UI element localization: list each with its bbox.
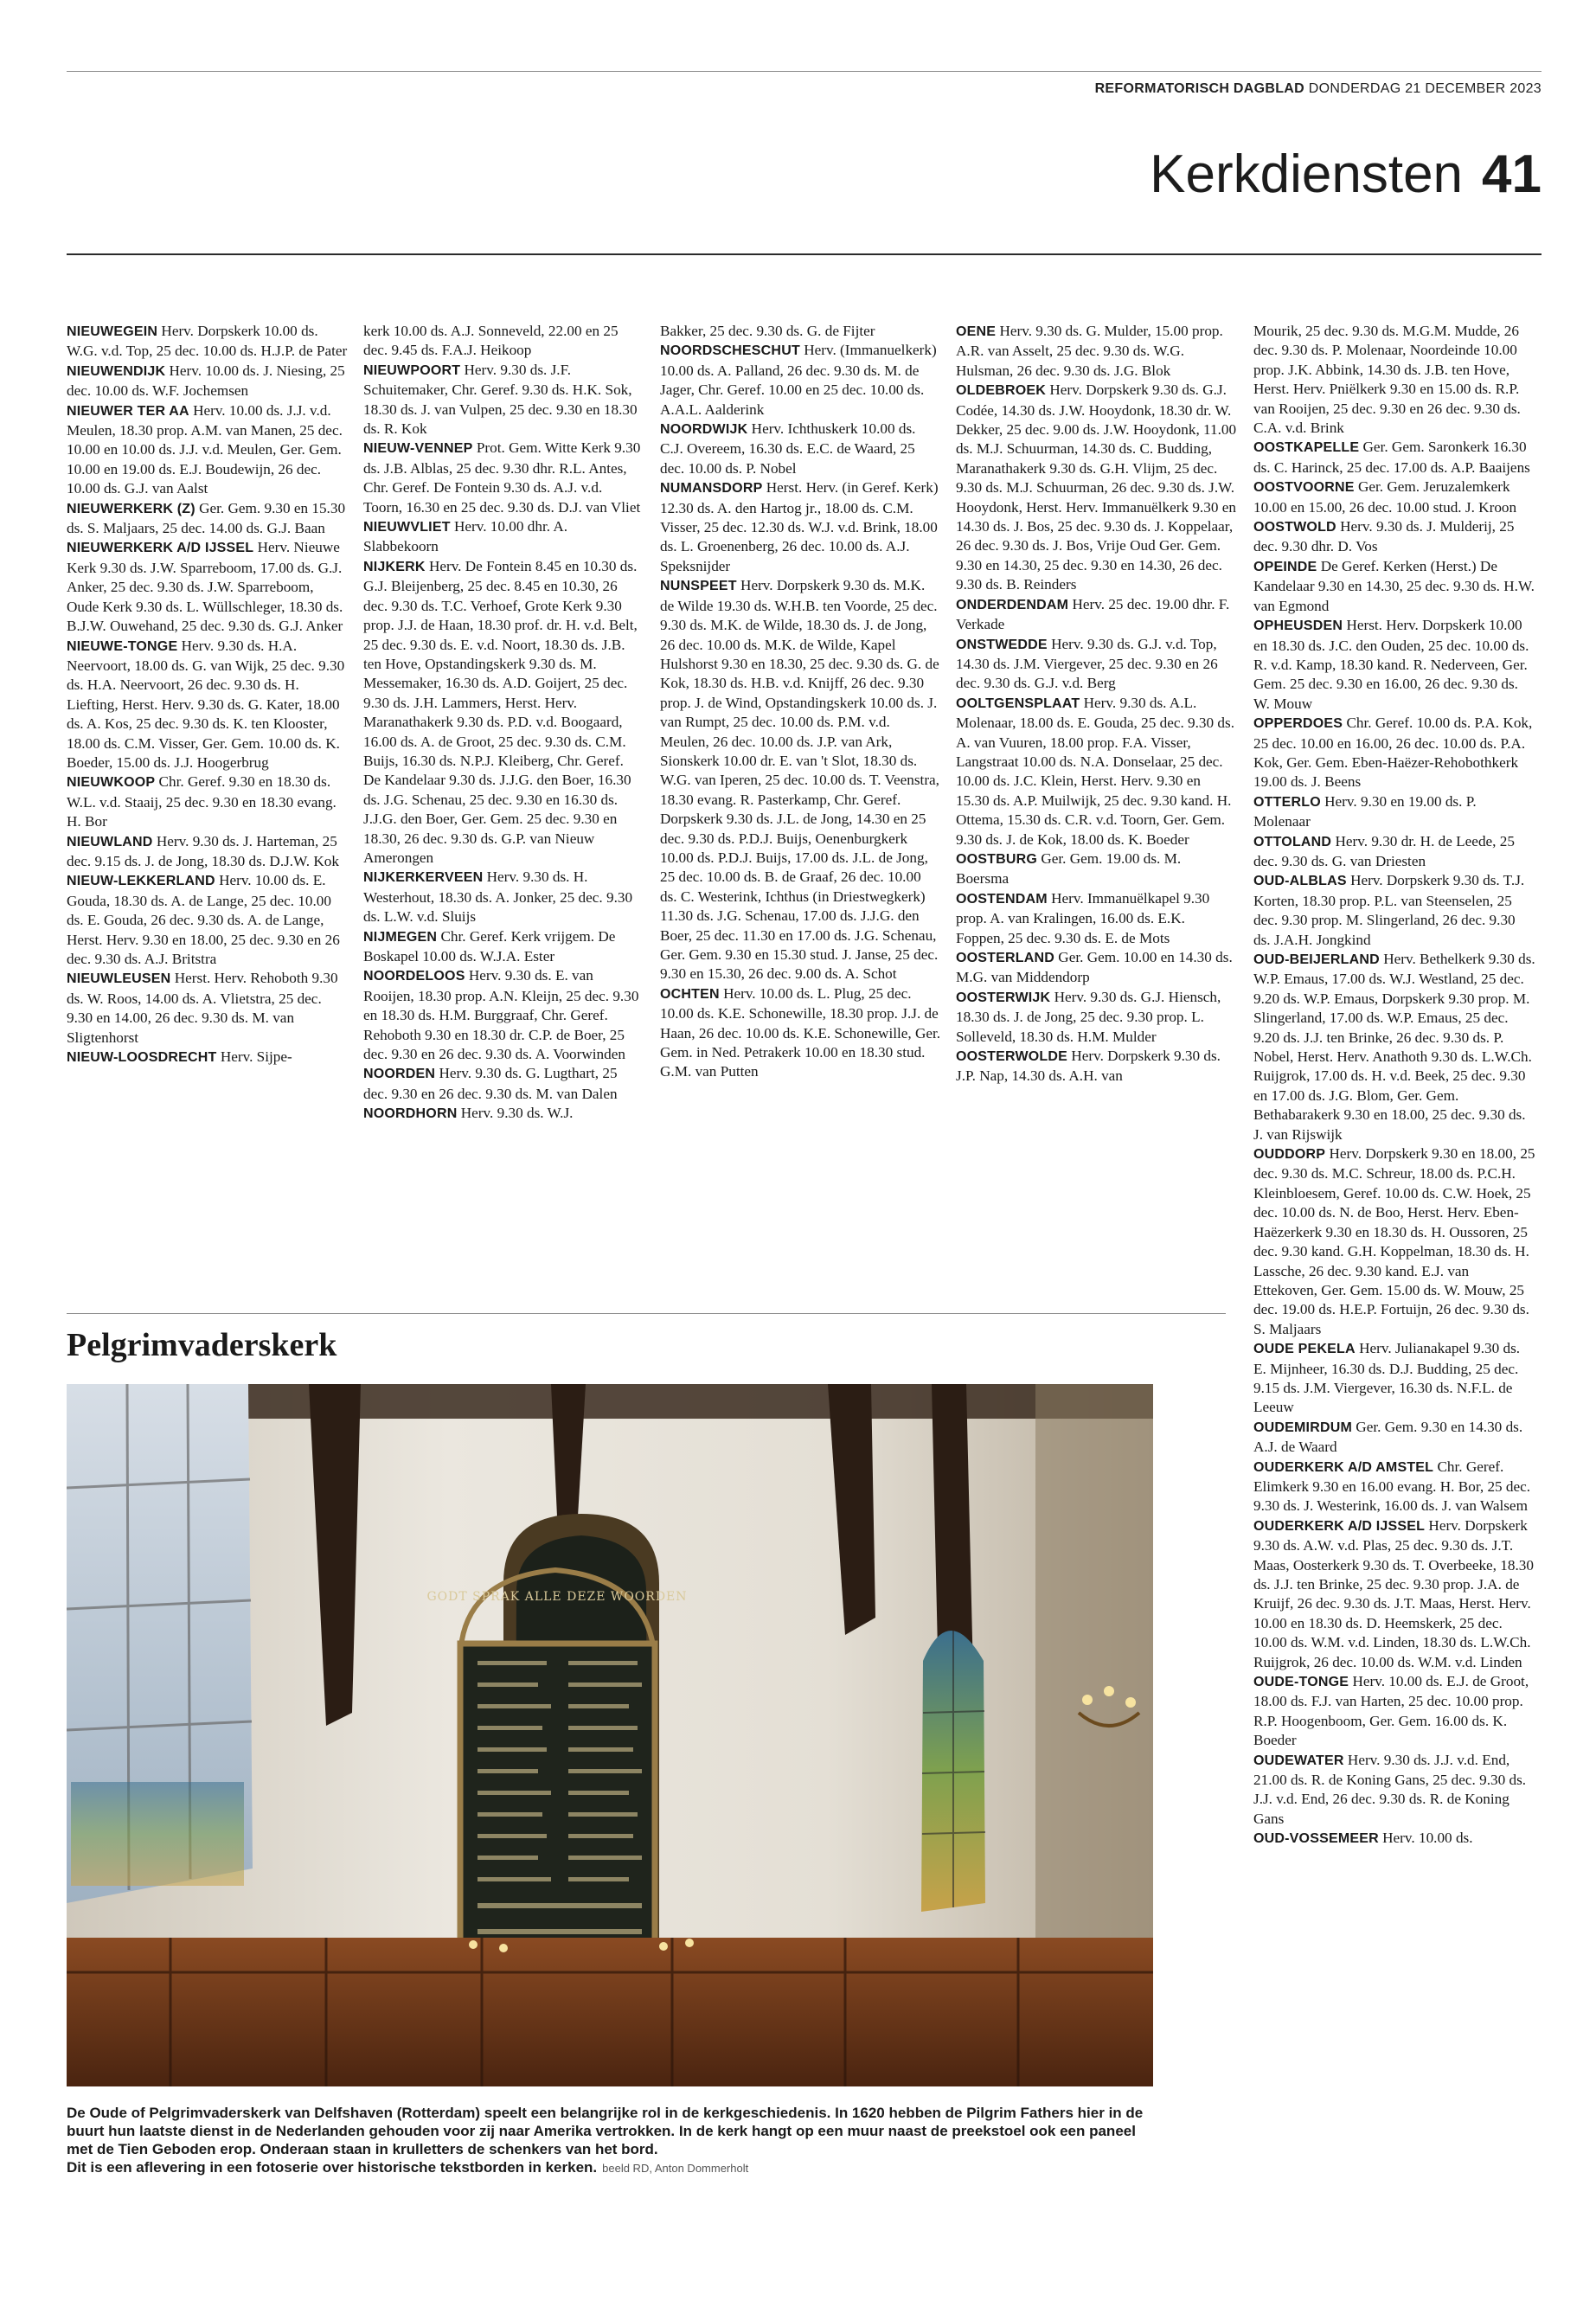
listing-details: Herv. 9.30 ds. W.J. [460, 1105, 574, 1122]
listing-place: OOSTENDAM [956, 891, 1048, 907]
service-listing [1253, 950, 1535, 1144]
listing-details: Herv. 9.30 ds. J.F. Schuitemaker, Chr. Geref. 9.30 ds. H.K. Sok, 18.30 ds. J. van Vulpen, 25 dec. 9.30 en 18.30 ds. R. Kok [363, 361, 638, 438]
page-number: 41 [1482, 144, 1542, 204]
service-listing [67, 499, 348, 539]
service-listing [1253, 1144, 1535, 1339]
listing-place: OOSTBURG [956, 851, 1038, 867]
listing-place: OUDE PEKELA [1253, 1342, 1356, 1357]
caption-text: De Oude of Pelgrimvaderskerk van Delfshaven (Rotterdam) speelt een belangrijke rol in de kerkgeschiedenis. In 1620 hebben de Pilgrim Fathers hier in de buurt hun laatste dienst in de Nederlanden gehouden voor zij naar Amerika vertrokken. In de kerk hangt op een muur naast de preekstoel ook een paneel met de Tien Geboden erop. Onderaan staan in krulletters de schenkers van het bord. [67, 2105, 1144, 2157]
service-listing [1253, 1339, 1535, 1418]
service-listing [363, 517, 644, 557]
listing-details: Herv. Julianakapel 9.30 ds. E. Mijnheer, 16.30 ds. D.J. Budding, 25 dec. 9.15 ds. J.M. Viergever, 16.30 ds. N.F.L. de Leeuw [1253, 1340, 1521, 1416]
service-listing [363, 1104, 644, 1124]
listing-details: Herv. 9.30 dr. H. de Leede, 25 dec. 9.30 ds. G. van Driesten [1253, 832, 1515, 869]
header-rule [67, 253, 1542, 255]
paper-name: REFORMATORISCH DAGBLAD [1094, 81, 1305, 96]
listing-column-1 [67, 322, 348, 1067]
service-listing [1253, 557, 1535, 616]
listing-details: Herv. 9.30 ds. G.J. v.d. Top, 14.30 ds. J.M. Viergever, 25 dec. 9.30 en 26 dec. 9.30 ds. G.J. v.d. Berg [956, 635, 1218, 692]
service-listing [67, 401, 348, 499]
listing-details: Herv. Immanuëlkapel 9.30 prop. A. van Kralingen, 16.00 ds. E.K. Foppen, 25 dec. 9.30 ds. E. de Mots [956, 889, 1210, 946]
feature-title: Pelgrimvaderskerk [67, 1327, 337, 1363]
service-listing [956, 1047, 1237, 1086]
listing-place: NIEUWER TER AA [67, 403, 189, 419]
service-listing [363, 361, 644, 439]
service-listing [1253, 322, 1535, 438]
listing-place: NUMANSDORP [660, 481, 763, 497]
listing-place: OOLTGENSPLAAT [956, 695, 1080, 711]
listing-details: De Geref. Kerken (Herst.) De Kandelaar 9.30 en 14.30, 25 dec. 9.30 ds. H.W. van Egmond [1253, 557, 1535, 614]
listing-place: OUDEWATER [1253, 1753, 1344, 1768]
listing-place: NIEUWEGEIN [67, 324, 158, 339]
service-listing [956, 948, 1237, 988]
listing-place: NIEUWERKERK (Z) [67, 501, 195, 516]
listing-details: Herv. 9.30 ds. J. Mulderij, 25 dec. 9.30 dhr. D. Vos [1253, 518, 1515, 555]
listing-column-5 [1253, 322, 1535, 1849]
listing-place: NIEUWENDIJK [67, 363, 166, 379]
listing-place: NOORDSCHESCHUT [660, 343, 800, 359]
photo-credit: beeld RD, Anton Dommerholt [602, 2162, 749, 2175]
service-listing [67, 362, 348, 401]
listing-place: NOORDHORN [363, 1106, 458, 1122]
listing-details: Ger. Gem. 9.30 en 14.30 ds. A.J. de Waard [1253, 1418, 1523, 1456]
listing-details: Herv. 10.00 ds. [1382, 1830, 1473, 1847]
church-photo [67, 1384, 1153, 2086]
listing-details: Herv. Dorpskerk 9.30 ds. M.K. de Wilde 19.30 ds. W.H.B. ten Voorde, 25 dec. 9.30 ds. M.K. de Wilde, 18.30 ds. J. de Jong, 26 dec. 10.00 ds. M.K. de Wilde, Kapel Hulshorst 9.30 en 18.30, 25 dec. 9.30 ds. G. de Kok, 18.30 ds. H.B. v.d. Knijff, 26 dec. 9.30 prop. J. de Wind, Opstandingskerk 10.00 ds. J. van Rumpt, 25 dec. 10.00 ds. P.M. v.d. Meulen, 26 dec. 10.00 ds. J.P. van Ark, Sionskerk 10.00 dr. E. van 't Slot, 18.30 ds. W.G. van Iperen, 25 dec. 10.00 ds. T. Veenstra, 18.30 evang. R. Pasterkamp, Chr. Geref. Dorpskerk 9.30 ds. J.L. de Jong, 14.30 en 25 dec. 9.30 ds. P.D.J. Buijs, Oenenburgkerk 10.00 ds. P.D.J. Buijs, 17.00 ds. J.L. de Jong, 25 dec. 10.00 ds. B. de Graaf, 26 dec. 10.00 ds. C. Westerink, Ichthus (in Driestwegkerk) 11.30 ds. J.G. Schenau, 17.00 ds. J.J.G. den Boer, 25 dec. 11.30 en 17.00 ds. J.G. Schenau, Ger. Gem. 9.30 en 15.30 stud. J. Janse, 25 dec. 9.30 en 15.30, 26 dec. 9.00 ds. A. Schot [660, 577, 939, 983]
listing-place: OOSTERLAND [956, 951, 1054, 965]
service-listing [363, 868, 644, 926]
listing-details: Herv. 10.00 dhr. A. Slabbekoorn [363, 518, 568, 555]
service-listing [363, 927, 644, 967]
listing-details: Ger. Gem. 10.00 en 14.30 ds. M.G. van Middendorp [956, 949, 1233, 986]
service-listing [660, 984, 941, 1082]
listing-details: Bakker, 25 dec. 9.30 ds. G. de Fijter [660, 323, 875, 339]
service-listing [1253, 478, 1535, 517]
listing-details: Herv. Dorpskerk 10.00 ds. W.G. v.d. Top, 25 dec. 10.00 ds. H.J.P. de Pater [67, 323, 348, 360]
listing-details: Herv. Nieuwe Kerk 9.30 ds. J.W. Sparreboom, 17.00 ds. G.J. Anker, 25 dec. 9.30 ds. J.W. Sparreboom, Oude Kerk 9.30 ds. L. Wüllschleger, 18.30 ds. B.J.W. Ouwehand, 25 dec. 9.30 ds. G.J. Anker [67, 539, 343, 635]
listing-details: Herv. Dorpskerk 9.30 ds. J.P. Nap, 14.30 ds. A.H. van [956, 1048, 1221, 1085]
listing-details: Prot. Gem. Witte Kerk 9.30 ds. J.B. Alblas, 25 dec. 9.30 dhr. R.L. Antes, Chr. Geref. De Fontein 9.30 ds. A.J. v.d. Toorn, 16.30 en 25 dec. 9.30 ds. D.J. van Vliet [363, 439, 641, 516]
listing-details: Herv. Dorpskerk 9.30 ds. T.J. Korten, 18.30 prop. P.L. van Steenselen, 25 dec. 9.30 prop. M. Slingerland, 26 dec. 9.30 ds. J.A.H. Jongkind [1253, 872, 1525, 948]
section-title: Kerkdiensten [1150, 144, 1464, 204]
listing-place: NIEUWPOORT [363, 362, 461, 378]
listing-place: OOSTVOORNE [1253, 480, 1355, 496]
listing-place: OOSTKAPELLE [1253, 440, 1360, 456]
listing-details: Herv. Dorpskerk 9.30 ds. A.W. v.d. Plas, 25 dec. 9.30 ds. J.T. Maas, Oosterkerk 9.30 ds. T. Overbeeke, 18.30 ds. J.J. ten Brinke, 25 dec. 9.30 prop. J.A. de Kruijf, 26 dec. 9.30 ds. J.T. Maas, Herst. Herv. 10.00 en 18.30 ds. D. Heemskerk, 25 dec. 10.00 ds. W.M. v.d. Linden, 18.30 ds. L.W.Ch. Ruijgrok, 26 dec. 10.00 ds. W.M. v.d. Linden [1253, 1516, 1534, 1670]
service-listing [363, 322, 644, 361]
service-listing [1253, 616, 1535, 714]
listing-place: OPEINDE [1253, 559, 1317, 574]
service-listing [1253, 1829, 1535, 1849]
listing-details: Herv. 9.30 ds. J. Harteman, 25 dec. 9.15 ds. J. de Jong, 18.30 ds. D.J.W. Kok [67, 832, 339, 869]
listing-place: OUDERKERK A/D IJSSEL [1253, 1518, 1426, 1534]
listing-place: OCHTEN [660, 986, 720, 1002]
service-listing [67, 969, 348, 1048]
listing-place: OPPERDOES [1253, 716, 1343, 732]
listing-place: ONDERDENDAM [956, 597, 1069, 612]
listing-place: NOORDEN [363, 1067, 436, 1082]
listing-place: OUD-ALBLAS [1253, 874, 1347, 889]
photo-caption [67, 2104, 1165, 2177]
listing-place: OUDDORP [1253, 1147, 1326, 1163]
listing-details: Herv. 9.30 ds. E. van Rooijen, 18.30 prop. A.N. Kleijn, 25 dec. 9.30 en 18.30 ds. H.M. Burggraaf, Chr. Geref. Rehoboth 9.30 en 18.30 dr. C.P. de Boer, 25 dec. 9.30 en 26 dec. 9.30 ds. A. Voorwinden [363, 967, 639, 1063]
listing-place: NIJKERKERVEEN [363, 870, 484, 886]
panel-heading: GODT SPRAK ALLE DEZE WOORDEN [426, 1590, 688, 1604]
listing-details: Herv. 9.30 ds. G. Mulder, 15.00 prop. A.R. van Asselt, 25 dec. 9.30 ds. W.G. Hulsman, 26 dec. 9.30 ds. J.G. Blok [956, 323, 1223, 379]
service-listing [67, 772, 348, 831]
listing-details: Chr. Geref. 9.30 en 18.30 ds. W.L. v.d. Staaij, 25 dec. 9.30 en 18.30 evang. H. Bor [67, 773, 337, 830]
listing-place: NIEUWVLIET [363, 520, 451, 535]
service-listing [1253, 871, 1535, 950]
listing-details: Chr. Geref. 10.00 ds. P.A. Kok, 25 dec. 10.00 en 16.00, 26 dec. 10.00 ds. P.A. Kok, Ger. Gem. Eben-Haëzer-Rehobothkerk 19.00 ds. J. Beens [1253, 715, 1533, 791]
listing-place: OUD-BEIJERLAND [1253, 952, 1380, 967]
service-listing [1253, 1672, 1535, 1751]
service-listing [660, 341, 941, 420]
top-rule [67, 71, 1542, 72]
listing-place: NOORDWIJK [660, 422, 748, 438]
listing-column-2 [363, 322, 644, 1125]
service-listing [956, 889, 1237, 948]
listing-place: NIJKERK [363, 559, 426, 574]
listing-details: Herv. 10.00 ds. E.J. de Groot, 18.00 ds. F.J. van Harten, 25 dec. 10.00 prop. R.P. Hoogenboom, Ger. Gem. 16.00 ds. K. Boeder [1253, 1673, 1529, 1749]
service-listing [363, 439, 644, 517]
service-listing [660, 576, 941, 984]
service-listing [660, 420, 941, 478]
listing-details: Chr. Geref. Elimkerk 9.30 en 16.00 evang. H. Bor, 25 dec. 9.30 ds. J. Westerink, 16.00 ds. J. van Walsem [1253, 1458, 1531, 1515]
listing-place: OLDEBROEK [956, 383, 1047, 399]
service-listing [1253, 714, 1535, 792]
listing-details: Herv. 25 dec. 19.00 dhr. F. Verkade [956, 595, 1230, 633]
service-listing [660, 478, 941, 576]
listing-details: Herv. Ichthuskerk 10.00 ds. C.J. Overeem, 16.30 ds. E.C. de Waard, 25 dec. 10.00 ds. P. Nobel [660, 420, 916, 477]
service-listing [67, 637, 348, 773]
listing-place: OOSTWOLD [1253, 520, 1336, 535]
masthead [1095, 81, 1542, 97]
listing-place: NUNSPEET [660, 579, 737, 594]
listing-details: Herv. 9.30 ds. J.J. v.d. End, 21.00 ds. R. de Koning Gans, 25 dec. 9.30 ds. J.J. v.d. End, 26 dec. 9.30 ds. R. de Koning Gans [1253, 1751, 1527, 1827]
service-listing [956, 595, 1237, 635]
listing-details: Herv. 9.30 en 19.00 ds. P. Molenaar [1253, 792, 1477, 830]
listing-details: Herv. 10.00 ds. E. Gouda, 18.30 ds. A. de Lange, 25 dec. 10.00 ds. E. Gouda, 26 dec. 9.30 ds. A. de Lange, Herst. Herv. 9.30 en 18.00, 25 dec. 9.30 en 26 dec. 9.30 ds. A.J. Britstra [67, 872, 340, 967]
listing-details: Herv. Dorpskerk 9.30 ds. G.J. Codée, 14.30 ds. J.W. Hooydonk, 18.30 dr. W. Dekker, 25 dec. 9.00 ds. J.W. Hooydonk, 11.00 ds. M.J. Schuurman, 14.30 ds. C. Budding, Maranathakerk 9.30 ds. G.H. Vlijm, 25 dec. 9.30 ds. M.J. Schuurman, 26 dec. 9.30 ds. J.W. Hooydonk, Herst. Herv. Immanuëlkerk 9.30 en 14.30 ds. J. Bos, 25 dec. 9.30 ds. J. Koppelaar, 26 dec. 9.30 ds. J. Bos, Vrije Oud Ger. Gem. 9.30 en 14.30, 25 dec. 9.30 en 14.30, 26 dec. 9.30 ds. B. Reinders [956, 381, 1237, 593]
listing-place: OUDERKERK A/D AMSTEL [1253, 1459, 1434, 1475]
series-note: Dit is een aflevering in een fotoserie over historische tekstborden in kerken. [67, 2159, 598, 2176]
service-listing [1253, 1418, 1535, 1458]
listing-details: Herv. 10.00 ds. L. Plug, 25 dec. 10.00 ds. K.E. Schonewille, 18.30 prop. J.J. de Haan, 26 dec. 10.00 ds. K.E. Schonewille, Ger. Gem. in Ned. Petrakerk 10.00 en 18.30 stud. G.M. van Putten [660, 984, 941, 1080]
listing-details: Herv. (Immanuelkerk) 10.00 ds. A. Palland, 26 dec. 9.30 ds. M. de Jager, Chr. Geref. 10.00 en 25 dec. 10.00 ds. A.A.L. Aalderink [660, 342, 937, 418]
listing-place: NIEUWKOOP [67, 775, 156, 791]
service-listing [660, 322, 941, 341]
listing-place: NIJMEGEN [363, 929, 438, 945]
listing-place: NIEUWE-TONGE [67, 638, 178, 654]
service-listing [1253, 1458, 1535, 1516]
service-listing [956, 635, 1237, 694]
listing-details: Herv. 10.00 ds. J. Niesing, 25 dec. 10.00 ds. W.F. Jochemsen [67, 362, 345, 400]
listing-details: Herst. Herv. (in Geref. Kerk) 12.30 ds. A. den Hartog jr., 18.00 ds. C.M. Visser, 25 dec. 12.30 ds. W.J. v.d. Brink, 18.00 ds. L. Groenenberg, 26 dec. 10.00 ds. A.J. Speksnijder [660, 479, 939, 574]
listing-column-4 [956, 322, 1237, 1086]
listing-place: OOSTERWIJK [956, 990, 1051, 1005]
listing-details: Mourik, 25 dec. 9.30 ds. M.G.M. Mudde, 26 dec. 9.30 ds. P. Molenaar, Noordeinde 10.00 prop. J.K. Abbink, 14.30 ds. J.B. ten Hove, Herst. Herv. Pniëlkerk 9.30 en 15.00 ds. R.P. van Rooijen, 25 dec. 9.30 en 26 dec. 9.30 ds. C.A. v.d. Brink [1253, 323, 1521, 437]
listing-place: OTTOLAND [1253, 834, 1332, 849]
wood-paneling [67, 1938, 1153, 2086]
listing-place: OTTERLO [1253, 794, 1321, 810]
listing-details: Ger. Gem. 9.30 en 15.30 ds. S. Maljaars, 25 dec. 14.00 ds. G.J. Baan [67, 499, 346, 537]
listing-place: NIEUWLAND [67, 834, 153, 849]
service-listing [1253, 438, 1535, 478]
service-listing [67, 871, 348, 969]
service-listing [956, 849, 1237, 889]
service-listing [67, 1048, 348, 1067]
listing-place: OPHEUSDEN [1253, 619, 1343, 634]
listing-details: Ger. Gem. Jeruzalemkerk 10.00 en 15.00, 26 dec. 10.00 stud. J. Kroon [1253, 478, 1517, 516]
feature-rule [67, 1313, 1226, 1314]
listing-place: OUDEMIRDUM [1253, 1420, 1352, 1435]
listing-details: Herst. Herv. Rehoboth 9.30 ds. W. Roos, 14.00 ds. A. Vlietstra, 25 dec. 9.30 en 14.00, 26 dec. 9.30 ds. M. van Sligtenhorst [67, 970, 338, 1046]
service-listing [363, 557, 644, 868]
service-listing [1253, 792, 1535, 832]
listing-place: OENE [956, 324, 997, 339]
listing-place: NIEUWERKERK A/D IJSSEL [67, 541, 254, 556]
listing-details: kerk 10.00 ds. A.J. Sonneveld, 22.00 en 25 dec. 9.45 ds. F.A.J. Heikoop [363, 323, 619, 359]
listing-place: ONSTWEDDE [956, 637, 1048, 652]
listing-details: Chr. Geref. Kerk vrijgem. De Boskapel 10.00 ds. W.J.A. Ester [363, 927, 616, 965]
service-listing [1253, 1751, 1535, 1830]
service-listing [956, 381, 1237, 594]
listing-details: Herv. Bethelkerk 9.30 ds. W.P. Emaus, 17.00 ds. W.J. Westland, 25 dec. 9.20 ds. W.P. Emaus, Dorpskerk 9.30 prop. M. Slingerland, 17.00 ds. W.P. Emaus, 25 dec. 9.20 ds. J.J. ten Brinke, 26 dec. 9.30 ds. P. Nobel, Herst. Herv. Anathoth 9.30 ds. L.W.Ch. Ruijgrok, 17.00 ds. H. v.d. Beek, 25 dec. 9.30 en 17.00 ds. J.G. Blom, Ger. Gem. Bethabarakerk 9.30 en 18.00, 25 dec. 9.30 ds. J. van Rijswijk [1253, 951, 1535, 1143]
section-header [1150, 144, 1542, 205]
service-listing [363, 1064, 644, 1104]
service-listing [956, 988, 1237, 1047]
service-listing [956, 322, 1237, 381]
listing-place: OOSTERWOLDE [956, 1049, 1068, 1065]
listing-details: Herv. 9.30 ds. A.L. Molenaar, 18.00 ds. E. Gouda, 25 dec. 9.30 ds. A. van Vuuren, 18.00 prop. F.A. Visser, Langstraat 10.00 ds. N.A. Donselaar, 25 dec. 10.00 ds. J.C. Klein, Herst. Herv. 9.30 en 15.30 ds. A.P. Muilwijk, 25 dec. 9.30 kand. H. Ottema, 15.30 ds. C.R. v.d. Toorn, Ger. Gem. 9.30 ds. J. de Kok, 18.00 ds. K. Boeder [956, 694, 1234, 848]
listing-place: OUD-VOSSEMEER [1253, 1831, 1379, 1847]
listing-details: Ger. Gem. 19.00 ds. M. Boersma [956, 849, 1182, 888]
listing-details: Herv. 10.00 ds. J.J. v.d. Meulen, 18.30 prop. A.M. van Manen, 25 dec. 10.00 en 10.00 ds. J.J. v.d. Meulen, Ger. Gem. 10.00 en 19.00 ds. E.J. Boudewijn, 26 dec. 10.00 ds. G.J. van Aalst [67, 401, 343, 497]
listing-place: NIEUW-LEKKERLAND [67, 874, 215, 889]
listing-place: OUDE-TONGE [1253, 1675, 1349, 1690]
left-window-stain [71, 1782, 244, 1886]
service-listing [67, 832, 348, 872]
caption-series-line [67, 2158, 1165, 2177]
listing-details: Herv. De Fontein 8.45 en 10.30 ds. G.J. Bleijenberg, 25 dec. 8.45 en 10.30, 26 dec. 9.30 ds. T.C. Verhoef, Grote Kerk 9.30 prop. J.J. de Haan, 18.30 prof. dr. H. v.d. Belt, 25 dec. 9.30 ds. E. v.d. Noort, 18.30 ds. J.B. ten Hove, Opstandingskerk 9.30 ds. M. Messemaker, 16.30 ds. A.D. Goijert, 25 dec. 9.30 ds. J.H. Lammers, Herst. Herv. Maranathakerk 9.30 ds. P.D. v.d. Boogaard, 16.00 ds. A. de Groot, 25 dec. 9.30 ds. C.M. Buijs, 16.30 ds. N.P.J. Kleiberg, Chr. Geref. De Kandelaar 9.30 ds. J.J.G. den Boer, 16.30 ds. J.G. Schenau, 25 dec. 9.30 en 16.30 ds. J.J.G. den Boer, Ger. Gem. 25 dec. 9.30 en 18.30, 26 dec. 9.30 ds. G.P. van Nieuw Amerongen [363, 557, 638, 866]
listing-place: NIEUWLEUSEN [67, 971, 171, 987]
service-listing [956, 694, 1237, 849]
service-listing [1253, 832, 1535, 872]
service-listing [1253, 517, 1535, 557]
listing-column-3 [660, 322, 941, 1082]
listing-details: Herv. 9.30 ds. G. Lugthart, 25 dec. 9.30 en 26 dec. 9.30 ds. M. van Dalen [363, 1065, 618, 1102]
service-listing [1253, 1516, 1535, 1672]
listing-details: Herv. 9.30 ds. G.J. Hiensch, 18.30 ds. J. de Jong, 25 dec. 9.30 prop. L. Solleveld, 18.30 ds. H.M. Mulder [956, 988, 1221, 1045]
service-listing [67, 322, 348, 362]
listing-details: Herv. Dorpskerk 9.30 en 18.00, 25 dec. 9.30 ds. M.C. Schreur, 18.00 ds. P.C.H. Kleinbloesem, Geref. 10.00 ds. C.W. Hoek, 25 dec. 10.00 ds. N. de Boo, Herst. Herv. Eben-Haëzerkerk 9.30 en 18.30 ds. H. Oussoren, 25 dec. 9.30 kand. G.H. Koppelman, 18.30 ds. H. Lassche, 26 dec. 9.30 kand. E.J. van Ettekoven, Ger. Gem. 15.00 ds. W. Mouw, 25 dec. 19.00 ds. H.E.P. Fortuijn, 26 dec. 9.30 ds. S. Maljaars [1253, 1145, 1535, 1337]
service-listing [363, 966, 644, 1064]
listing-details: Herv. 9.30 ds. H. Westerhout, 18.30 ds. A. Jonker, 25 dec. 9.30 ds. L.W. v.d. Sluijs [363, 868, 633, 926]
listing-place: NOORDELOOS [363, 969, 465, 984]
listing-details: Herv. 9.30 ds. H.A. Neervoort, 18.00 ds. G. van Wijk, 25 dec. 9.30 ds. H.A. Neervoort, 26 dec. 9.30 ds. H. Liefting, Herst. Herv. 9.30 ds. G. Kater, 18.00 ds. A. Kos, 25 dec. 9.30 ds. K. ten Klooster, 18.00 ds. C.M. Visser, Ger. Gem. 10.00 ds. K. Boeder, 15.00 ds. J.J. Hoogerbrug [67, 637, 345, 771]
listing-details: Herv. Sijpe- [220, 1048, 292, 1066]
listing-place: NIEUW-LOOSDRECHT [67, 1050, 217, 1066]
issue-date: DONDERDAG 21 DECEMBER 2023 [1308, 81, 1542, 96]
service-listing [67, 538, 348, 636]
listing-place: NIEUW-VENNEP [363, 441, 473, 457]
listing-details: Herst. Herv. Dorpskerk 10.00 en 18.30 ds. J.C. den Ouden, 25 dec. 10.00 ds. R. v.d. Kamp, 18.30 kand. R. Nederveen, Ger. Gem. 25 dec. 9.30 en 16.00, 26 dec. 9.30 ds. W. Mouw [1253, 617, 1529, 712]
listing-details: Ger. Gem. Saronkerk 16.30 ds. C. Harinck, 25 dec. 17.00 ds. A.P. Baaijens [1253, 439, 1530, 476]
